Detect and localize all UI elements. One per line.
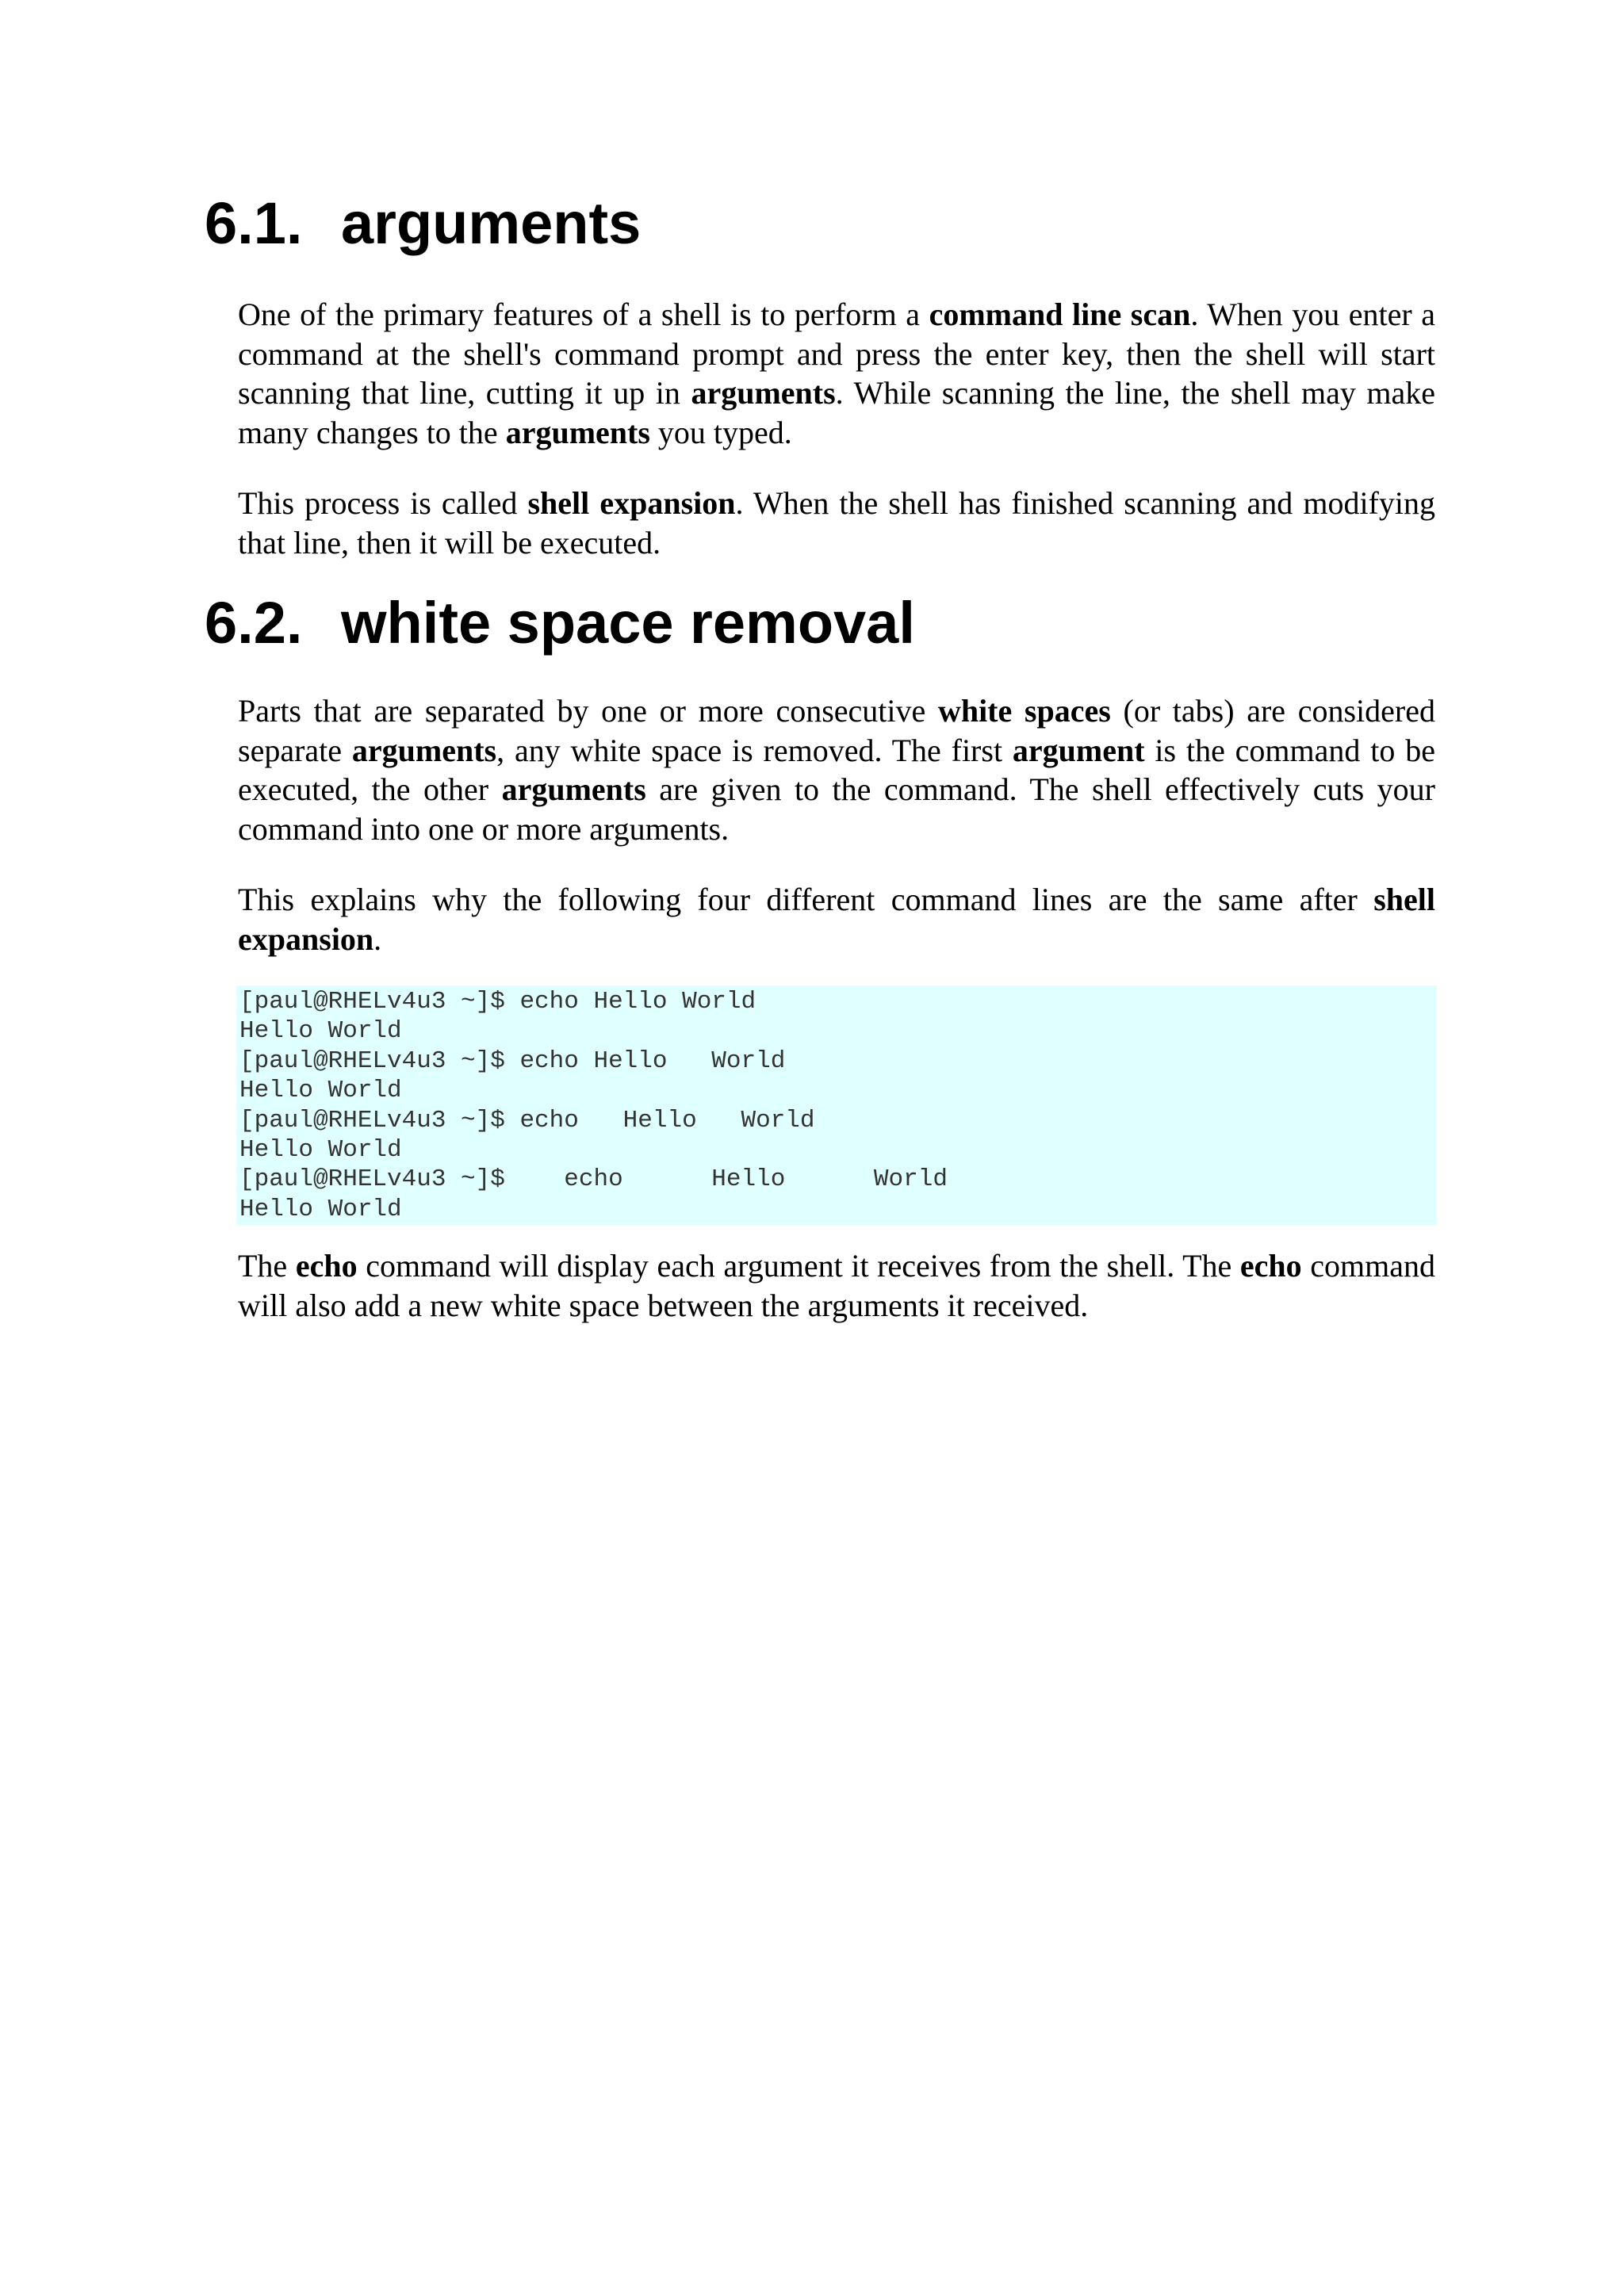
code-line: [paul@RHELv4u3 ~]$ echo Hello World [239, 1106, 815, 1135]
term-arguments: arguments [505, 414, 650, 450]
term-white-spaces: white spaces [937, 693, 1111, 729]
section-heading-white-space-removal [205, 591, 915, 655]
paragraph-command-line-scan: One of the primary features of a shell is to perform a command line scan. When you enter a command at the shell's command prompt and press the enter key, then the shell will start scanning that line, cutting it up in arguments. While scanning the line, the shell may make many changes to the arguments you typed. [238, 297, 1436, 450]
term-echo: echo [1239, 1248, 1302, 1284]
code-line: Hello World [239, 1077, 402, 1105]
term-arguments: arguments [501, 771, 646, 807]
paragraph-explanation: This explains why the following four different command lines are the same after shell expansion. [238, 882, 1435, 957]
code-line: Hello World [239, 1136, 402, 1165]
code-example-block [236, 985, 1437, 1225]
section-number: 6.1. [205, 190, 303, 256]
term-arguments: arguments [351, 732, 497, 768]
term-argument: argument [1012, 732, 1145, 768]
term-shell-expansion: shell expansion [238, 882, 1435, 957]
section-heading-arguments [205, 192, 641, 255]
term-echo: echo [295, 1248, 358, 1284]
section-number: 6.2. [205, 590, 303, 656]
code-line: [paul@RHELv4u3 ~]$ echo Hello World [239, 1047, 786, 1075]
code-line: [paul@RHELv4u3 ~]$ echo Hello World [239, 1165, 948, 1194]
section-title: white space removal [341, 590, 915, 656]
code-line: [paul@RHELv4u3 ~]$ echo Hello World [239, 988, 756, 1016]
term-arguments: arguments [691, 375, 836, 411]
term-command-line-scan: command line scan [929, 297, 1191, 332]
paragraph-echo-command: The echo command will display each argument it receives from the shell. The echo command will also add a new white space between the arguments it received. [238, 1248, 1436, 1323]
paragraph-white-spaces: Parts that are separated by one or more consecutive white spaces (or tabs) are considered separate arguments, any white space is removed. The first argument is the command to be executed, the other arguments are given to the command. The shell effectively cuts your command into one or more arguments. [238, 693, 1436, 847]
section-title: arguments [341, 190, 642, 256]
code-line: Hello World [239, 1017, 402, 1046]
code-line: Hello World [239, 1195, 402, 1223]
paragraph-shell-expansion: This process is called shell expansion. When the shell has finished scanning and modifying that line, then it will be executed. [238, 485, 1435, 561]
term-shell-expansion: shell expansion [527, 485, 736, 521]
